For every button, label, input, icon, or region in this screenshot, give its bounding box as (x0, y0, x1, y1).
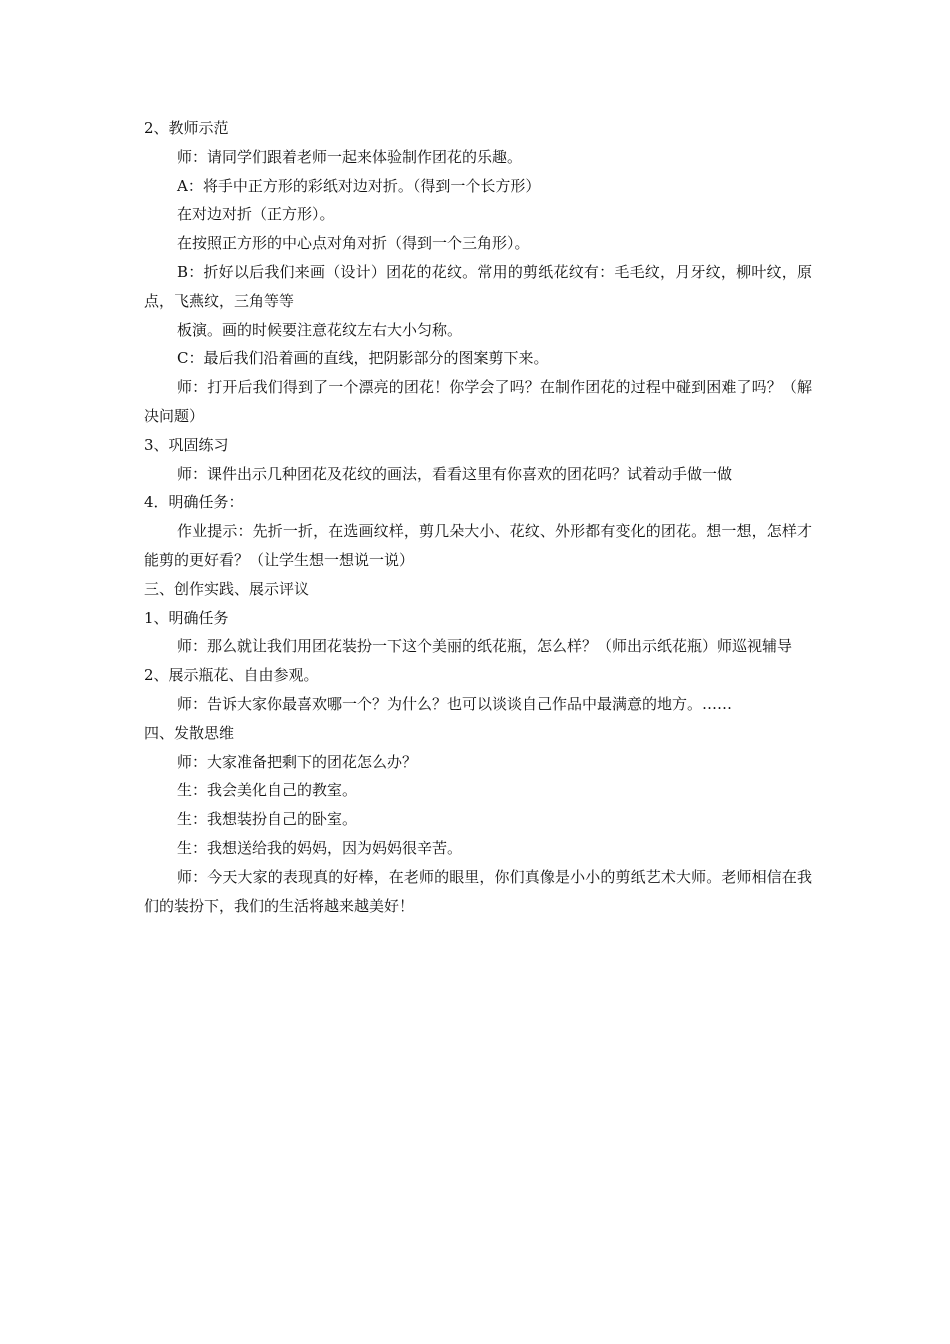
paragraph: C：最后我们沿着画的直线，把阴影部分的图案剪下来。 (177, 349, 549, 368)
paragraph: 师：打开后我们得到了一个漂亮的团花！你学会了吗？在制作团花的过程中碰到困难了吗？（解决问题） (144, 378, 812, 425)
paragraph: 师：大家准备把剩下的团花怎么办？ (177, 752, 418, 771)
section-heading: 三、创作实践、展示评议 (144, 579, 310, 598)
section-heading: 4．明确任务： (144, 493, 244, 512)
paragraph: 生：我会美化自己的教室。 (177, 781, 358, 800)
paragraph: 板演。画的时候要注意花纹左右大小匀称。 (177, 320, 463, 339)
paragraph: 生：我想送给我的妈妈，因为妈妈很辛苦。 (177, 838, 463, 857)
paragraph: B：折好以后我们来画（设计）团花的花纹。常用的剪纸花纹有：毛毛纹，月牙纹，柳叶纹，原点，飞燕纹，三角等等 (144, 262, 812, 310)
paragraph: A：将手中正方形的彩纸对边对折。（得到一个长方形） (177, 176, 541, 195)
section-heading: 2、展示瓶花、自由参观。 (144, 666, 319, 685)
paragraph: 在按照正方形的中心点对角对折（得到一个三角形）。 (177, 234, 530, 253)
section-heading: 四、发散思维 (144, 723, 235, 742)
paragraph: 师：告诉大家你最喜欢哪一个？为什么？也可以谈谈自己作品中最满意的地方。…… (177, 694, 733, 713)
paragraph: 作业提示：先折一折，在选画纹样，剪几朵大小、花纹、外形都有变化的团花。想一想，怎样才能剪的更好看？（让学生想一想说一说） (144, 522, 812, 569)
paragraph: 生：我想装扮自己的卧室。 (177, 810, 358, 829)
paragraph: 师：课件出示几种团花及花纹的画法，看看这里有你喜欢的团花吗？试着动手做一做 (177, 464, 733, 483)
section-heading: 3、巩固练习 (144, 435, 229, 454)
section-heading: 2、教师示范 (144, 119, 229, 137)
paragraph: 师：那么就让我们用团花装扮一下这个美丽的纸花瓶，怎么样？（师出示纸花瓶）师巡视辅导 (177, 637, 793, 656)
paragraph: 师：今天大家的表现真的好棒，在老师的眼里，你们真像是小小的剪纸艺术大师。老师相信在我们的装扮下，我们的生活将越来越美好！ (144, 867, 812, 915)
paragraph: 在对边对折（正方形）。 (177, 205, 335, 224)
section-heading: 1、明确任务 (144, 608, 229, 627)
paragraph: 师：请同学们跟着老师一起来体验制作团花的乐趣。 (177, 147, 523, 166)
document-body (144, 114, 812, 920)
